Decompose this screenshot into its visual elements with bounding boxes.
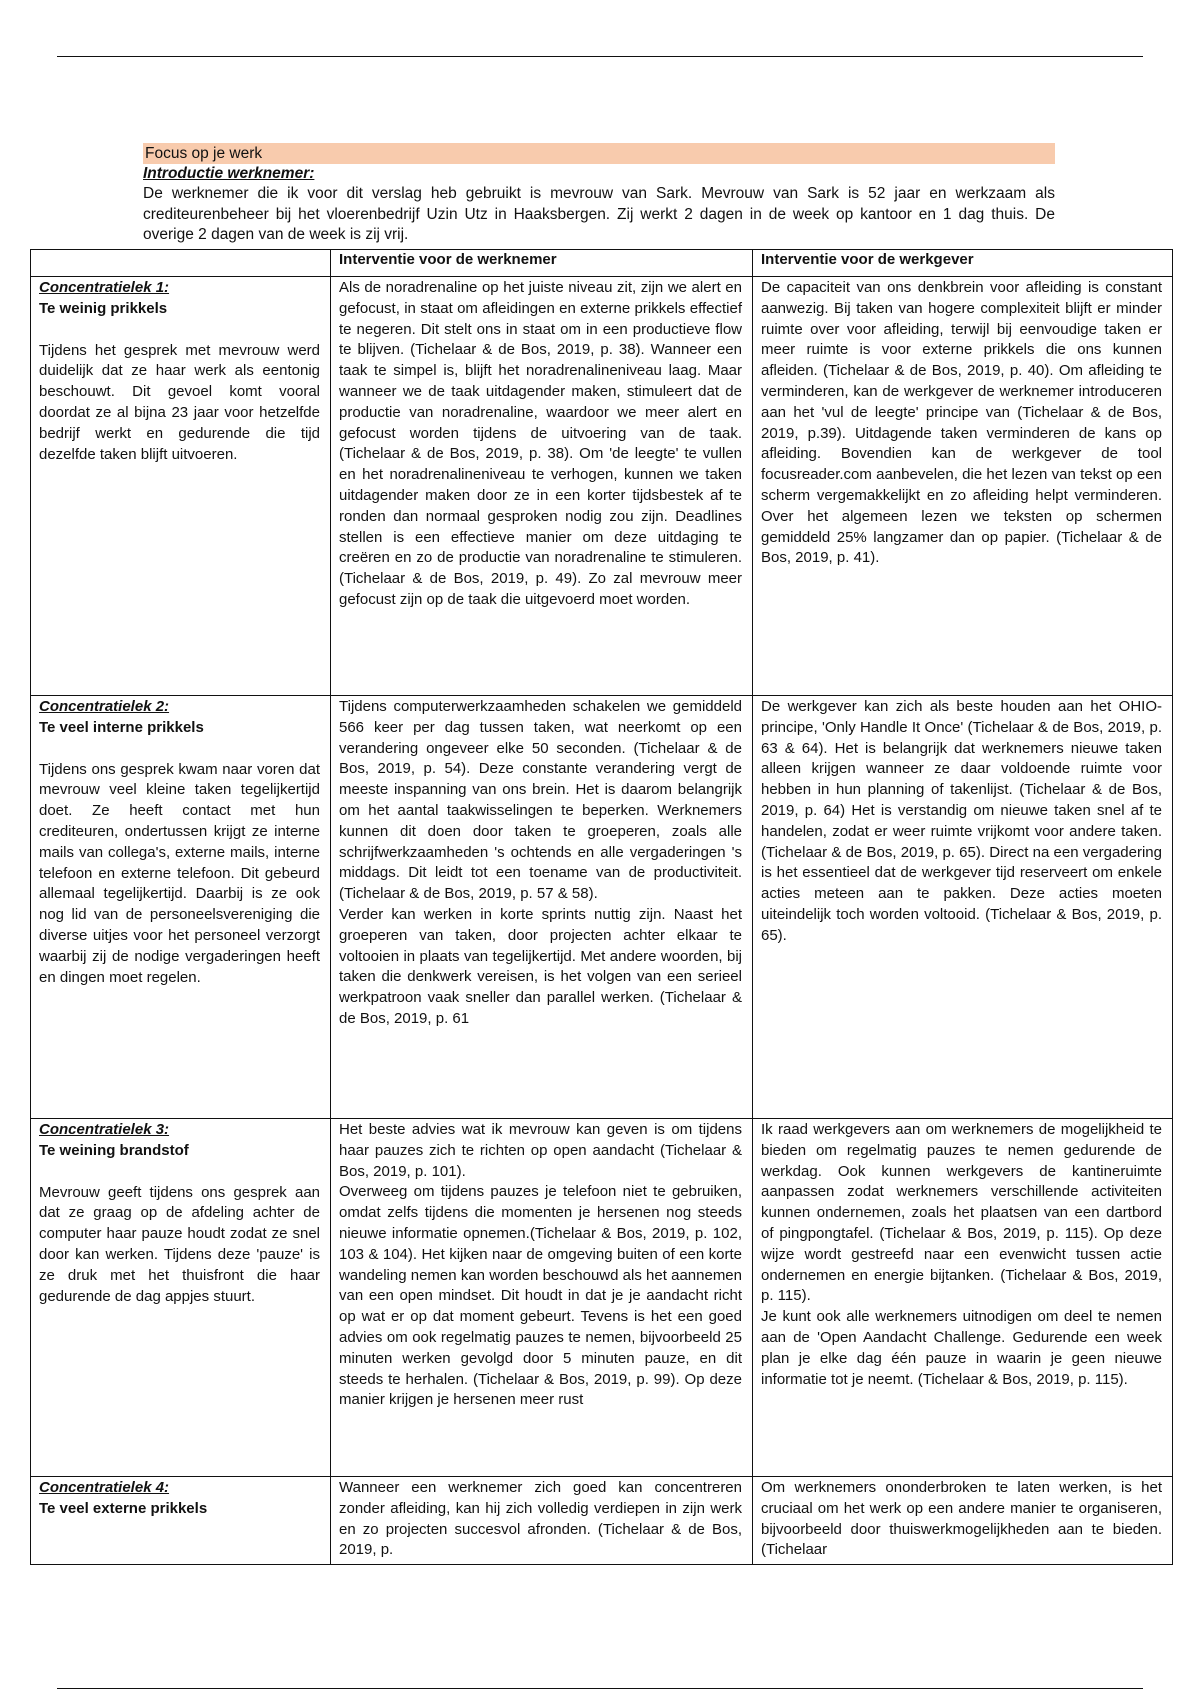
footer-rule xyxy=(57,1688,1143,1689)
header-rule xyxy=(57,56,1143,57)
employee-cell xyxy=(331,277,753,696)
employee-text-2: Overweeg om tijdens pauzes je telefoon niet te gebruiken, omdat zelfs tijdens die momenten je hersenen nog steeds nieuwe informatie opnemen.(Tichelaar & Bos, 2019, p. 102, 103 & 104). Het kijken naar de omgeving buiten of een korte wandeling nemen kan worden beschouwd als het aannemen van een open mindset. Dit houdt in dat je je aandacht richt op wat er op dat moment gebeurt. Tevens is het een goed advies om ook regelmatig pauzes te nemen, bijvoorbeeld 25 minuten werken gevolgd door 5 minuten pauze, en dit steeds te herhalen. (Tichelaar & Bos, 2019, p. 99). Op deze manier krijgen je hersenen meer rust xyxy=(339,1183,742,1409)
employer-text: De werkgever kan zich als beste houden aan het OHIO-principe, 'Only Handle It Once' (Tichelaar & de Bos, 2019, p. 63 & 64). Het is belangrijk dat werknemers nieuwe taken alleen krijgen wanneer ze daar voldoende ruimte voor hebben in hun planning of takenlijst. (Tichelaar & de Bos, 2019, p. 64) Het is verstandig om nieuwe taken snel af te handelen, zodat er weer ruimte vrijkomt voor andere taken. (Tichelaar & de Bos, 2019, p. 65). Direct na een vergadering is het essentieel dat de werkgever tijd reserveert om enkele acties meteen aan te pakken. Deze acties moeten uiteindelijk toch worden voltooid. (Tichelaar & Bos, 2019, p. 65). xyxy=(761,698,1162,944)
lek-cell xyxy=(31,1119,331,1477)
employer-cell xyxy=(753,277,1173,696)
table-header-row xyxy=(31,250,1173,277)
lek-title: Te weinig prikkels xyxy=(39,299,168,317)
table-row xyxy=(31,696,1173,1119)
lek-label: Concentratielek 1: xyxy=(39,279,170,296)
interventions-table xyxy=(30,249,1173,1565)
employer-cell xyxy=(753,696,1173,1119)
employer-text: De capaciteit van ons denkbrein voor afleiding is constant aanwezig. Bij taken van hogere complexiteit blijft er minder ruimte over voor afleiding, terwijl bij eenvoudige taken er meer ruimte is voor externe prikkels die ons kunnen afleiden. (Tichelaar & de Bos, 2019, p. 40). Om afleiding te verminderen, kan de werkgever de werknemer introduceren aan het 'vul de leegte' principe van (Tichelaar & de Bos, 2019, p.39). Uitdagende taken verminderen de kans op afleiding. Bovendien kan de werkgever de tool focusreader.com aanbevelen, die het lezen van tekst op een scherm vergemakkelijkt en zo afleiding helpt verminderen. Over het algemeen lezen we teksten op schermen gemiddeld 25% langzamer dan op papier. (Tichelaar & de Bos, 2019, p. 41). xyxy=(761,279,1162,567)
lek-description: Mevrouw geeft tijdens ons gesprek aan dat ze graag op de afdeling achter de computer haar pauze houdt zodat ze snel door kan werken. Tijdens deze 'pauze' is ze druk met het thuisfront die haar gedurende de dag appjes stuurt. xyxy=(39,1183,320,1305)
lek-label: Concentratielek 4: xyxy=(39,1479,170,1496)
intro-heading: Introductie werknemer: xyxy=(143,165,315,182)
header-employer: Interventie voor de werkgever xyxy=(753,250,1173,277)
section-title: Focus op je werk xyxy=(143,143,1055,164)
lek-title: Te veel interne prikkels xyxy=(39,718,204,736)
table-row xyxy=(31,277,1173,696)
employer-cell xyxy=(753,1477,1173,1565)
lek-title: Te veel externe prikkels xyxy=(39,1499,208,1517)
employee-cell xyxy=(331,1119,753,1477)
lek-cell xyxy=(31,1477,331,1565)
table-row xyxy=(31,1119,1173,1477)
lek-title: Te weining brandstof xyxy=(39,1141,189,1159)
header-empty-cell xyxy=(31,250,331,277)
employee-cell xyxy=(331,696,753,1119)
lek-label: Concentratielek 2: xyxy=(39,698,170,715)
lek-cell xyxy=(31,277,331,696)
employer-cell xyxy=(753,1119,1173,1477)
intro-text: De werknemer die ik voor dit verslag heb gebruikt is mevrouw van Sark. Mevrouw van Sark is 52 jaar en werkzaam als crediteurenbeheer bij het vloerenbedrijf Uzin Utz in Haaksbergen. Zij werkt 2 dagen in de week op kantoor en 1 dag thuis. De overige 2 dagen van de week is zij vrij. xyxy=(143,185,1055,243)
employer-text-2: Je kunt ook alle werknemers uitnodigen om deel te nemen aan de 'Open Aandacht Challenge. Gedurende een week plan je elke dag één pauze in waarin je geen nieuwe informatie tot je neemt. (Tichelaar & Bos, 2019, p. 115). xyxy=(761,1308,1162,1388)
employee-text-2: Verder kan werken in korte sprints nuttig zijn. Naast het groeperen van taken, door projecten achter elkaar te voltooien in plaats van tegelijkertijd. Met andere woorden, bij taken die denkwerk vereisen, is het volgen van een serieel werkpatroon vaak sneller dan parallel werken. (Tichelaar & de Bos, 2019, p. 61 xyxy=(339,905,742,1027)
lek-description: Tijdens het gesprek met mevrouw werd duidelijk dat ze haar werk als eentonig beschouwt. Dit gevoel komt vooral doordat ze al bijna 23 jaar voor hetzelfde bedrijf werkt en gedurende die tijd dezelfde taken blijft uitvoeren. xyxy=(39,341,320,463)
lek-description: Tijdens ons gesprek kwam naar voren dat mevrouw veel kleine taken tegelijkertijd doet. Ze heeft contact met hun crediteuren, ondertussen krijgt ze interne mails van collega's, externe mails, interne telefoon en externe telefoon. Dit gebeurd allemaal tegelijkertijd. Daarbij is ze ook nog lid van de personeelsvereniging die diverse uitjes voor het personeel verzorgt waarbij zij de nodige vergaderingen heeft en dingen moet regelen. xyxy=(39,760,320,986)
intro-section xyxy=(143,143,1055,246)
employer-text: Ik raad werkgevers aan om werknemers de mogelijkheid te bieden om regelmatig pauzes te nemen gedurende de werkdag. Ook kunnen werkgevers de kantineruimte aanpassen zodat werknemers verschillende activiteiten kunnen ondernemen, zoals het plaatsen van een dartbord of pingpongtafel. (Tichelaar & Bos, 2019, p. 115). Op deze wijze wordt gestreefd naar een evenwicht tussen actie ondernemen en energie bijtanken. (Tichelaar & Bos, 2019, p. 115). xyxy=(761,1121,1162,1305)
lek-label: Concentratielek 3: xyxy=(39,1121,170,1138)
table-row xyxy=(31,1477,1173,1565)
employee-text: Tijdens computerwerkzaamheden schakelen we gemiddeld 566 keer per dag tussen taken, wat neerkomt op een verandering ongeveer elke 50 seconden. (Tichelaar & de Bos, 2019, p. 54). Deze constante verandering vergt de meeste inspanning van ons brein. Het is daarom belangrijk om het aantal taakwisselingen te beperken. Werknemers kunnen dit doen door taken te groeperen, zoals alle schrijfwerkzaamheden 's ochtends en alle vergaderingen 's middags. Dit leidt tot een toename van de productiviteit. (Tichelaar & de Bos, 2019, p. 57 & 58). xyxy=(339,698,742,903)
employee-cell xyxy=(331,1477,753,1565)
header-employee: Interventie voor de werknemer xyxy=(331,250,753,277)
employer-text: Om werknemers ononderbroken te laten werken, is het cruciaal om het werk op een andere manier te organiseren, bijvoorbeeld door thuiswerkmogelijkheden aan te bieden.(Tichelaar xyxy=(761,1479,1162,1559)
employee-text: Als de noradrenaline op het juiste niveau zit, zijn we alert en gefocust, in staat om afleidingen en externe prikkels effectief te negeren. Dit stelt ons in staat om in een productieve flow te blijven. (Tichelaar & de Bos, 2019, p. 38). Wanneer een taak te simpel is, blijft het noradrenalineniveau laag. Maar wanneer we de taak uitdagender maken, stimuleert dat de productie van noradrenaline, waardoor we meer alert en gefocust worden tijdens de uitvoering van de taak. (Tichelaar & de Bos, 2019, p. 38). Om 'de leegte' te vullen en het noradrenalineniveau te verhogen, kunnen we taken uitdagender maken door ze in een korter tijdsbestek af te ronden dan normaal gesproken nodig zou zijn. Deadlines stellen is een effectieve manier om deze uitdaging te creëren en zo de productie van noradrenaline te stimuleren. (Tichelaar & de Bos, 2019, p. 49). Zo zal mevrouw meer gefocust zijn op de taak die uitgevoerd moet worden. xyxy=(339,279,742,608)
lek-cell xyxy=(31,696,331,1119)
employee-text: Wanneer een werknemer zich goed kan concentreren zonder afleiding, kan hij zich volledig verdiepen in zijn werk en zo projecten succesvol afronden. (Tichelaar & de Bos, 2019, p. xyxy=(339,1479,742,1559)
employee-text: Het beste advies wat ik mevrouw kan geven is om tijdens haar pauzes zich te richten op open aandacht (Tichelaar & Bos, 2019, p. 101). xyxy=(339,1121,742,1180)
